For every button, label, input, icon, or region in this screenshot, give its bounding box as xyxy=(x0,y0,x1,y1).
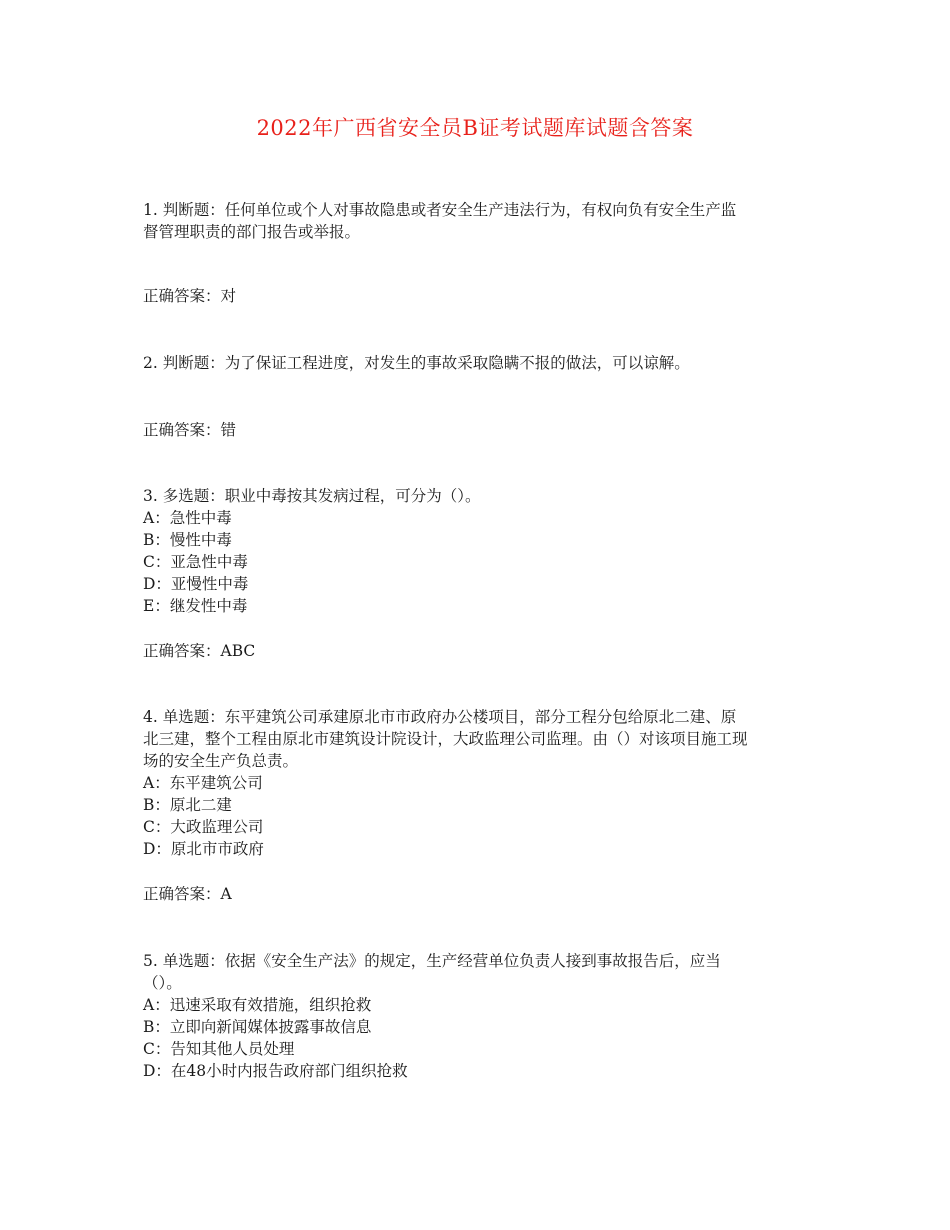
question-stem-line: 1. 判断题：任何单位或个人对事故隐患或者安全生产违法行为，有权向负有安全生产监 xyxy=(143,201,737,219)
question-stem-line: 2. 判断题：为了保证工程进度，对发生的事故采取隐瞒不报的做法，可以谅解。 xyxy=(143,354,690,372)
option-b: B：立即向新闻媒体披露事故信息 xyxy=(143,1018,372,1036)
option-c: C：告知其他人员处理 xyxy=(143,1040,295,1058)
option-e: E：继发性中毒 xyxy=(143,597,248,615)
option-a: A：急性中毒 xyxy=(143,509,232,527)
option-d: D：亚慢性中毒 xyxy=(143,575,249,593)
option-d: D：原北市市政府 xyxy=(143,840,264,858)
option-c: C：大政监理公司 xyxy=(143,818,264,836)
option-b: B：原北二建 xyxy=(143,796,232,814)
question-stem-line: 3. 多选题：职业中毒按其发病过程，可分为（）。 xyxy=(143,487,481,505)
option-b: B：慢性中毒 xyxy=(143,531,232,549)
question-stem-line: 4. 单选题：东平建筑公司承建原北市市政府办公楼项目，部分工程分包给原北二建、原 xyxy=(143,708,737,726)
document-title: 2022年广西省安全员B证考试题库试题含答案 xyxy=(256,116,694,140)
question-stem-line: 北三建，整个工程由原北市建筑设计院设计，大政监理公司监理。由（）对该项目施工现 xyxy=(143,730,748,748)
question-1-answer: 正确答案：对 xyxy=(143,287,237,305)
question-stem-line: （）。 xyxy=(143,974,182,992)
question-stem-line: 督管理职责的部门报告或举报。 xyxy=(143,223,361,241)
question-stem-line: 场的安全生产负总责。 xyxy=(143,752,299,770)
question-2-stem xyxy=(143,352,815,374)
question-5 xyxy=(143,950,815,1082)
question-1-stem xyxy=(143,199,815,243)
question-2-answer: 正确答案：错 xyxy=(143,421,237,439)
option-a: A：迅速采取有效措施，组织抢救 xyxy=(143,996,372,1014)
option-a: A：东平建筑公司 xyxy=(143,774,263,792)
question-4-answer: 正确答案：A xyxy=(143,885,232,903)
question-3 xyxy=(143,485,815,617)
question-4 xyxy=(143,706,815,860)
question-3-answer: 正确答案：ABC xyxy=(143,642,256,660)
option-c: C：亚急性中毒 xyxy=(143,553,248,571)
option-d: D：在48小时内报告政府部门组织抢救 xyxy=(143,1062,408,1080)
question-stem-line: 5. 单选题：依据《安全生产法》的规定，生产经营单位负责人接到事故报告后，应当 xyxy=(143,952,721,970)
